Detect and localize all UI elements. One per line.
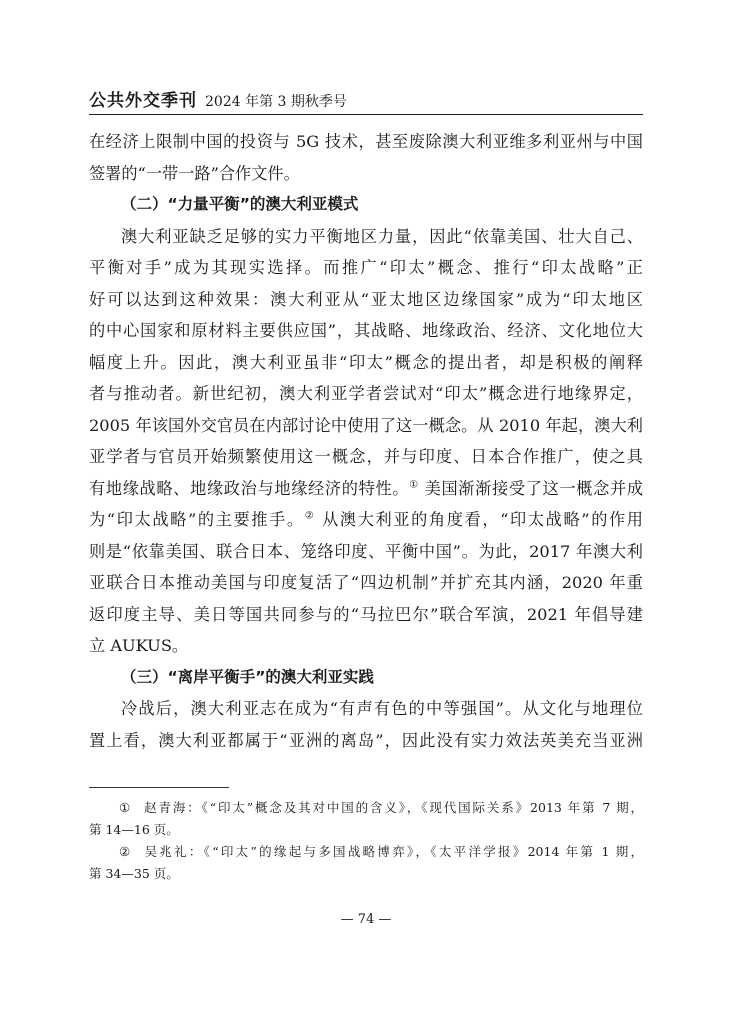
line-segment: 有地缘战略、地缘政治与地缘经济的特性。: [89, 478, 410, 498]
paragraph-line: 2005 年该国外交官员在内部讨论中使用了这一概念。从 2010 年起，澳大利: [89, 415, 643, 435]
line-segment: 为“印太战略”的主要推手。: [89, 510, 305, 529]
paragraph-line: 立 AUKUS。: [89, 636, 189, 655]
footnote-line: [89, 841, 643, 863]
footnote-line: 第 34—35 页。: [89, 866, 179, 881]
paragraph-line: 幅度上升。因此，澳大利亚虽非“印太”概念的提出者，却是积极的阐释: [89, 352, 643, 372]
paragraph-line: 亚联合日本推动美国与印度复活了“四边机制”并扩充其内涵，2020 年重: [89, 573, 643, 592]
header-divider: [89, 114, 643, 115]
footnote-ref[interactable]: ①: [409, 479, 419, 491]
paragraph-line: 置上看，澳大利亚都属于“亚洲的离岛”，因此没有实力效法英美充当亚洲: [89, 730, 643, 750]
footnotes: [89, 797, 643, 885]
section-heading: （三）“离岸平衡手”的澳大利亚实践: [121, 667, 374, 686]
footnote-mark: ①: [119, 800, 131, 815]
running-header: [89, 86, 645, 112]
section-heading: （二）“力量平衡”的澳大利亚模式: [121, 195, 359, 213]
paragraph-line: 冷战后，澳大利亚志在成为“有声有色的中等强国”。从文化与地理位: [121, 699, 643, 718]
article-body: [89, 126, 643, 756]
paragraph-line: 签署的“一带一路”合作文件。: [89, 163, 300, 183]
paragraph-line: 亚学者与官员开始频繁使用这一概念，并与印度、日本合作推广，使之具: [89, 447, 643, 466]
footnote-line: 第 14—16 页。: [89, 822, 179, 837]
footnote-divider: [89, 787, 229, 788]
paragraph-line: [89, 504, 643, 536]
footnote-text: 吴兆礼：《“印太”的缘起与多国战略博弈》，《太平洋学报》2014 年第 1 期，: [142, 844, 643, 859]
issue-label: 2024 年第 3 期秋季号: [205, 94, 347, 110]
page-number: — 74 —: [340, 912, 392, 927]
paragraph-line: 的中心国家和原材料主要供应国”，其战略、地缘政治、经济、文化地位大: [89, 321, 643, 340]
footnote-mark: ②: [119, 844, 131, 859]
paragraph-line: 澳大利亚缺乏足够的实力平衡地区力量，因此“依靠美国、壮大自己、: [121, 226, 643, 246]
paragraph-line: 好可以达到这种效果：澳大利亚从“亚太地区边缘国家”成为“印太地区: [89, 289, 643, 309]
footnote-line: [89, 797, 643, 819]
footnote-ref[interactable]: ②: [304, 510, 316, 522]
line-segment: 从澳大利亚的角度看，“印太战略”的作用: [322, 510, 643, 529]
footnote-text: 赵青海：《“印太”概念及其对中国的含义》，《现代国际关系》2013 年第 7 期，: [142, 800, 643, 815]
paragraph-line: 者与推动者。新世纪初，澳大利亚学者尝试对“印太”概念进行地缘界定，: [89, 384, 643, 403]
journal-title: 公共外交季刊: [89, 91, 197, 111]
paragraph-line: 在经济上限制中国的投资与 5G 技术，甚至废除澳大利亚维多利亚州与中国: [89, 132, 643, 151]
paragraph-line: [89, 473, 643, 505]
line-segment: 美国渐渐接受了这一概念并成: [424, 478, 643, 498]
paragraph-line: 则是“依靠美国、联合日本、笼络印度、平衡中国”。为此，2017 年澳大利: [89, 541, 643, 561]
paragraph-line: 返印度主导、美日等国共同参与的“马拉巴尔”联合军演，2021 年倡导建: [89, 604, 643, 624]
paragraph-line: 平衡对手”成为其现实选择。而推广“印太”概念、推行“印太战略”正: [89, 258, 643, 277]
